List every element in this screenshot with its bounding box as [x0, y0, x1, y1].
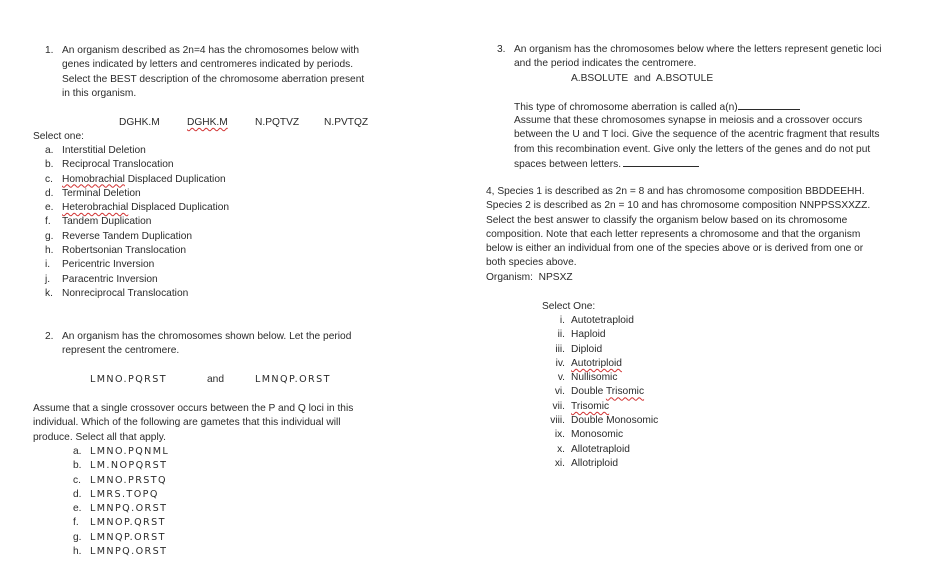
option-letter: g. [45, 230, 54, 242]
option-letter: i. [45, 259, 51, 271]
question-2-body-line: produce. Select all that apply. [33, 431, 166, 443]
question-4-stem [486, 185, 916, 285]
option-numeral: vii. [552, 400, 565, 412]
question-4-line: Select the best answer to classify the organism below based on its chromosome [486, 214, 848, 226]
option-vi[interactable] [533, 385, 733, 399]
question-1-line: An organism described as 2n=4 has the chromosomes below with [62, 45, 360, 56]
option-numeral: iii. [555, 343, 565, 355]
option-numeral: vi. [554, 386, 565, 398]
option-ii[interactable] [533, 328, 733, 342]
option-j[interactable] [45, 273, 305, 287]
option-numeral: ix. [554, 429, 565, 441]
chromosome-3: N.PQTVZ [255, 117, 300, 128]
question-1-select-label: Select one: [33, 131, 84, 142]
option-v[interactable] [533, 371, 733, 385]
option-vii[interactable] [533, 400, 733, 414]
option-numeral: x. [557, 443, 565, 455]
question-2-options [73, 445, 273, 559]
option-numeral: i. [559, 315, 565, 326]
option-b[interactable] [45, 158, 305, 172]
option-text: Reverse Tandem Duplication [62, 230, 193, 242]
option-text: Homobrachial [62, 173, 125, 185]
question-3-body-line: Assume that these chromosomes synapse in meiosis and a crossover occurs [514, 115, 863, 126]
question-1-chromosomes [0, 116, 460, 131]
question-3-body [514, 114, 924, 172]
option-text: Pericentric Inversion [62, 259, 155, 271]
question-3-aberration-prompt [514, 100, 800, 115]
option-text: LMRS.TOPQ [90, 488, 159, 500]
option-letter: c. [45, 173, 53, 185]
gamete-option-b[interactable] [73, 459, 273, 473]
answer-blank[interactable] [738, 100, 800, 110]
chromosome-b: LMNQP.ORST [255, 374, 331, 385]
option-letter: b. [73, 460, 82, 472]
question-4-select-label: Select One: [542, 301, 596, 312]
option-h[interactable] [45, 244, 305, 258]
option-letter: a. [73, 446, 82, 457]
question-2-chromosomes [0, 373, 460, 388]
option-text: Interstitial Deletion [62, 145, 146, 156]
chromosome-2: DGHK.M [187, 117, 228, 128]
option-text: Terminal Deletion [62, 187, 141, 199]
option-letter: f. [45, 216, 51, 228]
option-letter: f. [73, 517, 79, 529]
question-4-organism: Organism: NPSXZ [486, 271, 573, 283]
option-f[interactable] [45, 215, 305, 229]
option-letter: d. [45, 187, 54, 199]
option-iii[interactable] [533, 343, 733, 357]
option-text: LMNO.PRSTQ [90, 474, 167, 486]
question-3-stem [497, 43, 917, 72]
question-4-options [533, 314, 733, 471]
question-2-body [33, 402, 453, 445]
gamete-option-a[interactable] [73, 445, 273, 459]
option-text: Monosomic [571, 429, 624, 441]
question-1-stem [45, 44, 445, 101]
question-3-prompt-text: This type of chromosome aberration is called a(n) [514, 102, 738, 113]
gamete-option-c[interactable] [73, 474, 273, 488]
gamete-option-g[interactable] [73, 531, 273, 545]
option-text: LMNQP.ORST [90, 531, 166, 543]
option-e[interactable] [45, 201, 305, 215]
option-letter: e. [73, 503, 82, 515]
option-viii[interactable] [533, 414, 733, 428]
option-c[interactable] [45, 173, 305, 187]
gamete-option-f[interactable] [73, 516, 273, 530]
option-text: Tandem Duplication [62, 216, 152, 228]
question-3-number: 3. [497, 44, 506, 55]
option-i[interactable] [533, 314, 733, 328]
question-1-line: genes indicated by letters and centromeres indicated by periods. [62, 59, 354, 71]
chromosome-a: LMNO.PQRST [90, 374, 167, 385]
option-i[interactable] [45, 258, 305, 272]
question-3-body-line: between the U and T loci. Give the sequence of the acentric fragment that results [514, 129, 880, 141]
option-letter: h. [45, 245, 54, 257]
option-xi[interactable] [533, 457, 733, 471]
option-letter: k. [45, 287, 53, 299]
option-text: Autotetraploid [571, 315, 634, 326]
option-text: Nullisomic [571, 372, 618, 384]
option-ix[interactable] [533, 428, 733, 442]
option-letter: h. [73, 546, 82, 558]
question-2-body-line: individual. Which of the following are gametes that this individual will [33, 417, 341, 429]
gamete-option-e[interactable] [73, 502, 273, 516]
option-d[interactable] [45, 187, 305, 201]
question-3-body-line: spaces between letters. [514, 158, 622, 170]
option-numeral: v. [557, 372, 565, 384]
option-text: Nonreciprocal Translocation [62, 287, 189, 299]
option-text: Paracentric Inversion [62, 273, 158, 285]
option-numeral: iv. [555, 357, 565, 369]
option-text: LMNOP.QRST [90, 517, 166, 529]
question-4-line: below is either an individual from one of the species above or is derived from one or [486, 243, 864, 255]
question-3-chromosomes: A.BSOLUTE and A.BSOTULE [571, 73, 714, 84]
gamete-option-d[interactable] [73, 488, 273, 502]
question-4-line: Species 2 is described as 2n = 10 and has chromosome composition NNPPSSXXZZ. [486, 200, 871, 212]
option-text: Double Monosomic [571, 415, 659, 427]
option-x[interactable] [533, 443, 733, 457]
option-text: Autotriploid [571, 357, 622, 369]
option-text: LMNO.PQNML [90, 446, 170, 457]
option-text: Heterobrachial [62, 202, 129, 214]
gamete-option-h[interactable] [73, 545, 273, 559]
option-text: Trisomic [605, 386, 645, 398]
option-k[interactable] [45, 287, 305, 301]
question-2-number: 2. [45, 331, 54, 342]
question-3-line: An organism has the chromosomes below where the letters represent genetic loci [514, 44, 882, 55]
chromosome-1: DGHK.M [119, 117, 160, 128]
option-letter: b. [45, 159, 54, 171]
question-1-options [45, 144, 305, 301]
question-3-line: and the period indicates the centromere. [514, 58, 697, 70]
question-2-body-line: Assume that a single crossover occurs between the P and Q loci in this [33, 403, 354, 414]
chromosome-4: N.PVTQZ [324, 117, 369, 128]
and-word: and [207, 374, 224, 385]
option-letter: j. [45, 273, 51, 285]
option-text: LMNPQ.ORST [90, 546, 168, 558]
question-2-line: An organism has the chromosomes shown below. Let the period [62, 331, 352, 342]
option-text: Reciprocal Translocation [62, 159, 174, 171]
option-text: Double [571, 386, 606, 398]
question-2-line: represent the centromere. [62, 345, 180, 357]
option-numeral: xi. [554, 457, 565, 469]
option-text: Displaced Duplication [124, 173, 226, 185]
option-numeral: viii. [550, 415, 565, 427]
option-text: Displaced Duplication [128, 202, 230, 214]
option-text: LM.NOPQRST [90, 460, 168, 472]
option-a[interactable] [45, 144, 305, 158]
option-text: Allotetraploid [571, 443, 630, 455]
option-g[interactable] [45, 230, 305, 244]
option-letter: d. [73, 488, 82, 500]
question-1-line: in this organism. [62, 87, 137, 99]
question-4-line: both species above. [486, 257, 577, 269]
option-text: Haploid [571, 329, 606, 341]
question-1-line: Select the BEST description of the chromosome aberration present [62, 73, 365, 85]
option-numeral: ii. [557, 329, 565, 341]
option-letter: e. [45, 202, 54, 214]
option-text: Diploid [571, 343, 603, 355]
option-letter: c. [73, 474, 81, 486]
option-iv[interactable] [533, 357, 733, 371]
question-3-body-line: from this recombination event. Give only the letters of the genes and do not put [514, 143, 871, 155]
option-text: Allotriploid [571, 457, 618, 469]
option-letter: a. [45, 145, 54, 156]
option-text: Trisomic [571, 400, 610, 412]
option-letter: g. [73, 531, 82, 543]
option-text: Robertsonian Translocation [62, 245, 187, 257]
option-text: LMNPQ.ORST [90, 503, 168, 515]
question-2-stem [45, 330, 445, 359]
fragment-answer-blank[interactable] [623, 157, 699, 167]
question-1-number: 1. [45, 45, 54, 56]
question-4-line: composition. Note that each letter represents a chromosome and that the organism [486, 228, 861, 240]
question-4-line: 4, Species 1 is described as 2n = 8 and has chromosome composition BBDDEEHH. [486, 186, 865, 197]
